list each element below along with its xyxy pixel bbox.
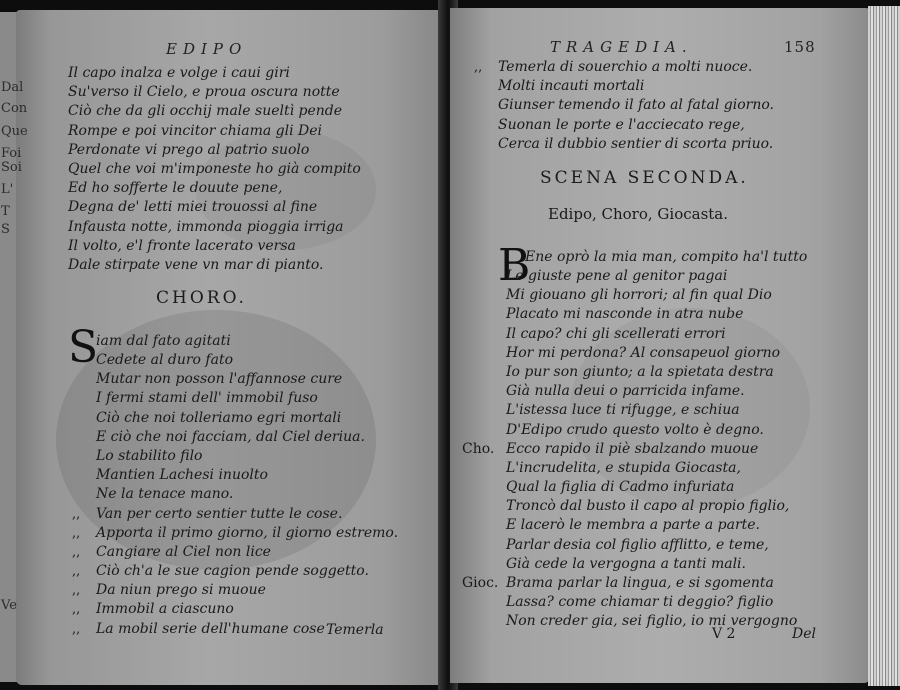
- verse-text: Già nulla deui o parricida infame.: [506, 383, 745, 400]
- verse-line: [96, 409, 398, 428]
- verse-line: [498, 116, 774, 135]
- verse-line: [506, 344, 797, 363]
- verse-line: [474, 58, 774, 77]
- edge-fragment: L': [1, 182, 14, 197]
- verse-text: Già cede la vergogna a tanti mali.: [506, 555, 746, 572]
- verse-text: Immobil a ciascuno: [96, 601, 234, 618]
- verse-text: Le giuste pene al genitor pagai: [506, 268, 728, 284]
- verse-line: [506, 478, 797, 497]
- verse-line: [96, 389, 398, 408]
- verse-text: Lo stabilito filo: [96, 447, 203, 464]
- verse-text: L'istessa luce ti rifugge, e schiua: [506, 402, 740, 419]
- verse-line: [68, 179, 361, 198]
- verse-line: [506, 286, 797, 305]
- verse-line: [506, 382, 797, 401]
- page-number: 158: [784, 38, 816, 56]
- verse-line: [506, 593, 797, 612]
- verse-text: L'incrudelita, e stupida Giocasta,: [506, 459, 741, 476]
- verse-line: [506, 555, 797, 574]
- edge-fragment: Foi: [1, 146, 22, 161]
- verse-line: [498, 96, 774, 115]
- verse-line: [72, 505, 398, 524]
- speaker-label: Gioc.: [462, 575, 499, 591]
- verse-line: [68, 160, 361, 179]
- section-heading: CHORO.: [156, 288, 247, 308]
- verse-line: [462, 574, 797, 593]
- sententia-mark: ,,: [72, 544, 81, 560]
- verse-line: [68, 83, 361, 102]
- verse-text: Rompe e poi vincitor chiama gli Dei: [68, 122, 323, 139]
- verse-line: [72, 543, 398, 562]
- scene-verses: [462, 267, 798, 632]
- verse-line: [68, 256, 361, 275]
- verse-line: [506, 516, 797, 535]
- verse-line: [72, 581, 398, 600]
- verse-text: Non creder gia, sei figlio, io mi vergogno: [506, 613, 798, 630]
- verse-text: Cerca il dubbio sentier di scorta priuo.: [498, 135, 774, 152]
- verse-text: Quel che voi m'imponeste ho già compito: [68, 160, 361, 177]
- catchword: Del: [792, 626, 816, 642]
- verse-line: [498, 77, 774, 96]
- drop-cap: S: [68, 322, 99, 373]
- sententia-mark: ,,: [72, 621, 81, 637]
- verse-text: Cedete al duro fato: [96, 352, 234, 368]
- verse-line: [506, 612, 797, 631]
- verse-line: [68, 64, 361, 83]
- edge-fragment: Ve: [1, 598, 17, 613]
- verse-text: Lassa? come chiamar ti deggio? figlio: [506, 594, 774, 611]
- verse-text: La mobil serie dell'humane cose: [96, 620, 325, 637]
- verse-text: Brama parlar la lingua, e si sgomenta: [506, 575, 774, 591]
- verse-line: [68, 198, 361, 217]
- verse-text: Da niun prego si muoue: [96, 582, 266, 599]
- verse-text: Suonan le porte e l'acciecato rege,: [498, 116, 745, 133]
- verse-text: Parlar desia col figlio afflitto, e teme,: [506, 536, 769, 553]
- sententia-mark: ,,: [72, 506, 81, 522]
- scene-heading: SCENA SECONDA.: [540, 168, 749, 188]
- verse-line: [506, 401, 797, 420]
- verse-text: Ed ho sofferte le douute pene,: [68, 180, 283, 197]
- verse-text: Il volto, e'l fronte lacerato versa: [68, 237, 296, 254]
- verse-text: Mi giouano gli horrori; al fin qual Dio: [506, 287, 772, 304]
- verse-text: Hor mi perdona? Al consapeuol giorno: [506, 344, 781, 361]
- chorus-verses: [72, 351, 399, 639]
- verse-text: Cangiare al Ciel non lice: [96, 543, 271, 560]
- verse-line: [72, 600, 398, 619]
- edge-fragment: Con: [1, 101, 28, 116]
- verse-text: Troncò dal busto il capo al propio figlio,: [506, 498, 790, 515]
- verse-text: Dale stirpate vene vn mar di pianto.: [68, 256, 324, 273]
- verse-block: [68, 64, 361, 275]
- verse-line: [506, 536, 797, 555]
- edge-fragment: Soi: [1, 160, 22, 175]
- verse-text: Io pur son giunto; a la spietata destra: [506, 363, 774, 380]
- verse-line: [506, 421, 797, 440]
- verse-text: Il capo? chi gli scellerati errori: [506, 325, 726, 342]
- verse-text: D'Edipo crudo questo volto è degno.: [506, 421, 764, 438]
- catchword: Temerla: [326, 622, 384, 638]
- verse-text: I fermi stami dell' immobil fuso: [96, 390, 318, 407]
- verse-text: Molti incauti mortali: [498, 78, 645, 95]
- verse-line: [96, 428, 398, 447]
- verse-text: Van per certo sentier tutte le cose.: [96, 505, 343, 522]
- verse-text: Perdonate vi prego al patrio suolo: [68, 141, 310, 158]
- verse-text: Placato mi nasconde in atra nube: [506, 306, 744, 323]
- verse-line: [72, 524, 399, 543]
- verse-text: Ciò che da gli occhij male sueltì pende: [68, 103, 343, 120]
- verse-text: Apporta il primo giorno, il giorno estremo.: [96, 524, 399, 541]
- verse-line: [68, 122, 361, 141]
- verse-line: [506, 267, 797, 286]
- verse-line: [462, 440, 797, 459]
- verse-text: Ciò che noi tolleriamo egri mortali: [96, 409, 342, 426]
- verse-line: [96, 466, 398, 485]
- edge-fragment: Que: [1, 124, 28, 139]
- verse-text: E ciò che noi facciam, dal Ciel deriua.: [96, 428, 365, 445]
- verse-line: [68, 237, 361, 256]
- running-head: TRAGEDIA.: [550, 38, 693, 56]
- verse-text: Ciò ch'a le sue cagion pende soggetto.: [96, 563, 369, 580]
- verse-block: [474, 58, 774, 154]
- edge-fragment: S: [1, 222, 10, 237]
- verse-text: Il capo inalza e volge i caui giri: [68, 65, 290, 81]
- verse-line: [68, 218, 361, 237]
- verse-line: iam dal fato agitati: [96, 333, 231, 349]
- left-page: [16, 10, 446, 685]
- sententia-mark: ,,: [72, 525, 81, 541]
- verse-line: [96, 485, 398, 504]
- right-page: [450, 8, 870, 683]
- verse-text: Su'verso il Cielo, e proua oscura notte: [68, 84, 340, 101]
- edge-fragment: Dal: [1, 80, 24, 95]
- verse-text: Ecco rapido il piè sbalzando muoue: [506, 440, 759, 457]
- verse-text: Mutar non posson l'affannose cure: [96, 371, 343, 388]
- verse-line: [96, 447, 398, 466]
- signature-mark: V 2: [712, 626, 736, 642]
- verse-text: Qual la figlia di Cadmo infuriata: [506, 479, 735, 496]
- verse-line: [96, 370, 398, 389]
- verse-text: Infausta notte, immonda pioggia irriga: [68, 218, 344, 235]
- speaker-label: Cho.: [462, 440, 495, 457]
- verse-line: [72, 562, 398, 581]
- verse-line: [506, 363, 797, 382]
- verse-line: [506, 497, 797, 516]
- scene-characters: Edipo, Choro, Giocasta.: [548, 205, 729, 223]
- verse-text: Degna de' letti miei trouossi al fine: [68, 199, 318, 216]
- verse-line: [506, 459, 797, 478]
- drop-cap: B: [498, 240, 531, 291]
- sententia-mark: ,,: [474, 60, 483, 75]
- verse-line: Ene oprò la mia man, compito ha'l tutto: [525, 249, 808, 265]
- running-head: EDIPO: [166, 40, 248, 58]
- sententia-mark: ,,: [72, 583, 81, 599]
- verse-text: Mantien Lachesi inuolto: [96, 467, 268, 484]
- verse-line: [96, 351, 398, 370]
- sententia-mark: ,,: [72, 602, 81, 618]
- verse-line: [68, 141, 361, 160]
- page-block-edge: [868, 6, 900, 686]
- sententia-mark: ,,: [72, 564, 81, 580]
- verse-text: Temerla di souerchio a molti nuoce.: [498, 59, 753, 75]
- verse-line: [506, 305, 797, 324]
- edge-fragment: T: [1, 204, 10, 219]
- verse-text: Ne la tenace mano.: [96, 486, 234, 503]
- verse-line: [506, 325, 797, 344]
- verse-text: Giunser temendo il fato al fatal giorno.: [498, 97, 774, 114]
- verse-line: [498, 135, 774, 154]
- verse-line: [68, 102, 361, 121]
- verse-text: E lacerò le membra a parte a parte.: [506, 517, 761, 534]
